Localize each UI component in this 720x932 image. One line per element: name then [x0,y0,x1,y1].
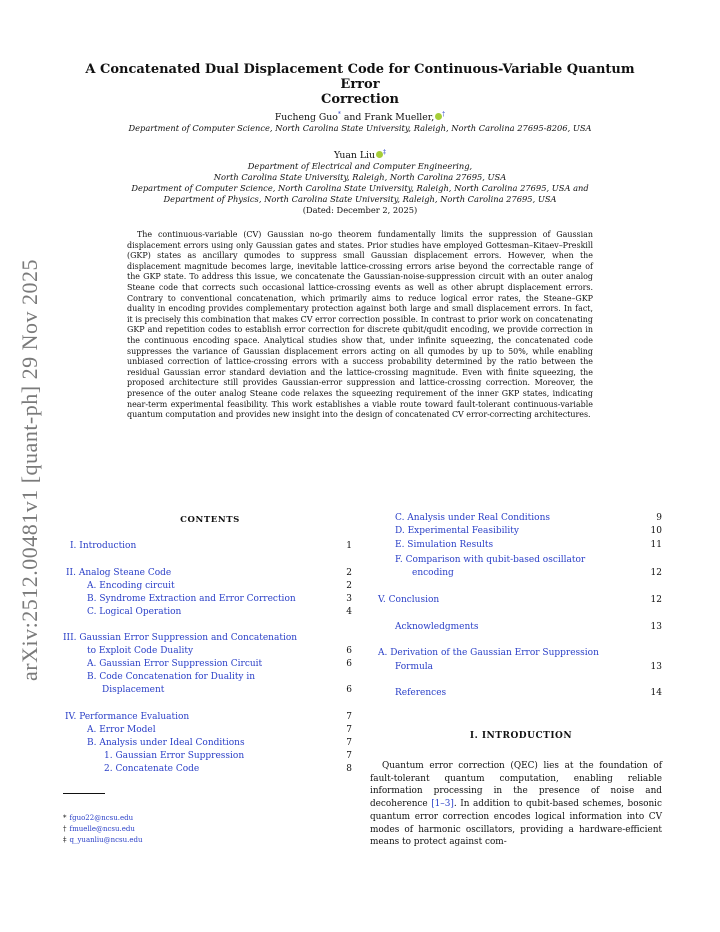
toc-entry-label: encoding [412,568,454,578]
toc-entry[interactable] [395,621,662,634]
author-block-2 [70,147,650,216]
affiliation-cs-2: Department of Computer Science, North Carolina State University, Raleigh, North Carolina 27695, USA and [131,183,589,194]
toc-entry-page: 2 [346,581,352,591]
toc-entry[interactable] [87,593,352,606]
affiliation-cs-1: Department of Computer Science, North Carolina State University, Raleigh, North Carolina 27695-8206, USA [128,123,592,134]
toc-entry[interactable] [412,567,662,580]
toc-entry-page: 7 [346,738,352,748]
toc-entry-page: 6 [346,659,352,669]
toc-entry[interactable] [395,512,662,525]
footnote-email[interactable]: fguo22@ncsu.edu [69,814,134,822]
author-conjunction: and [340,112,365,124]
paper-title [70,62,650,107]
affiliation-ncsu: North Carolina State University, Raleigh, North Carolina 27695, USA [213,172,507,183]
toc-entry[interactable] [395,539,662,552]
toc-entry[interactable] [395,525,662,538]
toc-entry[interactable] [63,632,352,645]
intro-text-start: Quantum error correction (QEC) lies at the foundation of fault-tolerant quantum computation, enabling reliable information processing in the presence of noise and decoherence [370,761,662,810]
paper-title-line-2: Correction [321,92,399,107]
footnote-mark: * [63,814,67,822]
toc-entry-page: 3 [346,594,352,604]
toc-entry[interactable] [87,606,352,619]
toc-entry[interactable] [378,594,662,607]
toc-entry[interactable] [378,647,662,660]
footnote-mark: † [63,825,67,833]
toc-entry[interactable] [87,724,352,737]
toc-entry-label: III. Gaussian Error Suppression and Concatenation [63,633,298,643]
toc-entry-page: 7 [346,712,352,722]
footnote-guo[interactable] [63,813,133,824]
toc-entry-page: 8 [346,764,352,774]
toc-entry-page: 2 [346,568,352,578]
toc-entry[interactable] [395,661,662,674]
toc-entry[interactable] [87,671,352,684]
author-block-1 [70,109,650,134]
toc-right-column [378,512,662,702]
toc-entry-label: B. Code Concatenation for Duality in [87,672,256,682]
toc-entry-label: 2. Concatenate Code [104,764,200,774]
toc-entry-label: Displacement [102,685,165,695]
toc-entry[interactable] [70,540,352,553]
citation-link[interactable]: [1–3] [431,799,454,810]
author-mark-mueller[interactable]: † [442,111,446,118]
toc-left-column [63,540,352,780]
toc-entry-label: A. Error Model [87,725,156,735]
toc-entry-label: D. Experimental Feasibility [395,526,519,536]
abstract [127,230,593,421]
footnote-divider [63,793,105,794]
footnote-liu[interactable] [63,835,143,846]
orcid-icon[interactable] [376,151,383,158]
section-heading-introduction: I. INTRODUCTION [469,731,573,741]
abstract-text: The continuous-variable (CV) Gaussian no-go theorem fundamentally limits the suppression of Gaussian displacement errors using only Gaussian gates and states. Prior studies have employed Gottesman–Kitaev–Preskill (GKP) states as ancillary qumodes to suppress small Gaussian displacement errors. However, when the displacement magnitude becomes large, inevitable lattice-crossing errors arise beyond the correctable range of the GKP state. To address this issue, we concatenate the Gaussian-noise-suppression circuit with an outer analog Steane code that corrects such occasional lattice-crossing events as well as other abrupt displacement errors. Contrary to conventional concatenation, which primarily aims to reduce logical error rates, the Steane–GKP duality in encoding provides complementary protection against both large and small displacement errors. In fact, it is precisely this combination that makes CV error correction possible. In contrast to prior work on concatenating GKP and repetition codes to establish error correction for discrete qubit/qudit encoding, we provide correction in the continuous encoding space. Analytical studies show that, under infinite squeezing, the concatenated code suppresses the variance of Gaussian displacement errors acting on all qumodes by up to 50%, while enabling unbiased correction of lattice-crossing errors with a success probability determined by the ratio between the residual Gaussian error standard deviation and the lattice-crossing magnitude. Even with finite squeezing, the proposed architecture still provides Gaussian-error suppression and lattice-crossing correction. Moreover, the presence of the outer analog Steane code relaxes the squeezing requirement of the inner GKP states, indicating near-term experimental feasibility. This work establishes a viable route toward fault-tolerant continuous-variable quantum computation and provides new insight into the design of concatenated CV error-correcting architectures. [127,230,593,420]
toc-entry-page: 6 [346,646,352,656]
contents-heading: CONTENTS [180,515,240,525]
toc-entry-page: 13 [650,662,662,672]
affiliation-ece: Department of Electrical and Computer Engineering, [247,161,473,172]
toc-entry-page: 12 [650,595,662,605]
toc-entry[interactable] [395,554,662,567]
introduction-paragraph [370,760,662,849]
toc-entry-label: V. Conclusion [378,595,440,605]
toc-entry-page: 7 [346,751,352,761]
affiliation-physics: Department of Physics, North Carolina State University, Raleigh, North Carolina 27695, USA [163,194,557,205]
toc-entry-page: 1 [346,541,352,551]
toc-entry[interactable] [104,763,352,776]
toc-entry-page: 14 [650,688,662,698]
toc-entry-label: C. Logical Operation [87,607,182,617]
toc-entry-label: A. Derivation of the Gaussian Error Suppression [378,648,599,658]
toc-entry-page: 12 [650,568,662,578]
toc-entry-label: I. Introduction [70,541,137,551]
toc-entry-label: IV. Performance Evaluation [65,712,190,722]
toc-entry-page: 6 [346,685,352,695]
toc-entry-label: A. Encoding circuit [87,581,175,591]
arxiv-identifier-sidebar [10,240,50,700]
intro-text-end: . In addition to qubit-based schemes, bosonic quantum error correction encodes logical information into CV modes of harmonic oscillators, providing a hardware-efficient means to protect against com- [370,799,662,848]
toc-entry[interactable] [87,737,352,750]
toc-entry-label: E. Simulation Results [395,540,494,550]
toc-entry-label: References [395,688,447,698]
author-name-guo: Fucheng Guo [274,112,338,124]
author-mark-guo[interactable]: * [337,111,341,118]
toc-entry-label: II. Analog Steane Code [66,568,172,578]
author-mark-liu[interactable]: ‡ [382,149,386,156]
toc-entry-label: C. Analysis under Real Conditions [395,513,551,523]
author-name-liu: Yuan Liu [334,150,375,162]
toc-entry-label: B. Syndrome Extraction and Error Correction [87,594,296,604]
toc-entry-label: to Exploit Code Duality [87,646,194,656]
toc-entry-label: F. Comparison with qubit-based oscillator [395,555,586,565]
toc-entry-label: Acknowledgments [395,622,479,632]
footnote-email[interactable]: fmuelle@ncsu.edu [69,825,135,833]
footnote-email[interactable]: q_yuanliu@ncsu.edu [69,836,143,844]
toc-entry-page: 13 [650,622,662,632]
toc-entry-label: 1. Gaussian Error Suppression [104,751,245,761]
date-line: (Dated: December 2, 2025) [302,205,418,216]
arxiv-identifier-text: arXiv:2512.00481v1 [quant-ph] 29 Nov 2025 [17,259,42,681]
toc-entry-page: 11 [650,540,662,550]
toc-entry[interactable] [66,567,352,580]
toc-entry-page: 7 [346,725,352,735]
toc-entry[interactable] [395,687,662,700]
toc-entry[interactable] [87,658,352,671]
toc-entry-page: 4 [346,607,352,617]
toc-entry[interactable] [87,645,352,658]
paper-title-line-1: A Concatenated Dual Displacement Code for Continuous-Variable Quantum Error [85,62,635,92]
toc-entry[interactable] [87,580,352,593]
toc-entry[interactable] [104,750,352,763]
toc-entry-label: B. Analysis under Ideal Conditions [87,738,245,748]
toc-entry-label: A. Gaussian Error Suppression Circuit [87,659,263,669]
footnote-mark: ‡ [63,836,67,844]
footnote-mueller[interactable] [63,824,135,835]
toc-entry-label: Formula [395,662,434,672]
toc-entry[interactable] [65,711,352,724]
toc-entry-page: 9 [656,513,662,523]
toc-entry[interactable] [102,684,352,697]
author-name-mueller: Frank Mueller, [364,112,435,124]
toc-entry-page: 10 [650,526,662,536]
